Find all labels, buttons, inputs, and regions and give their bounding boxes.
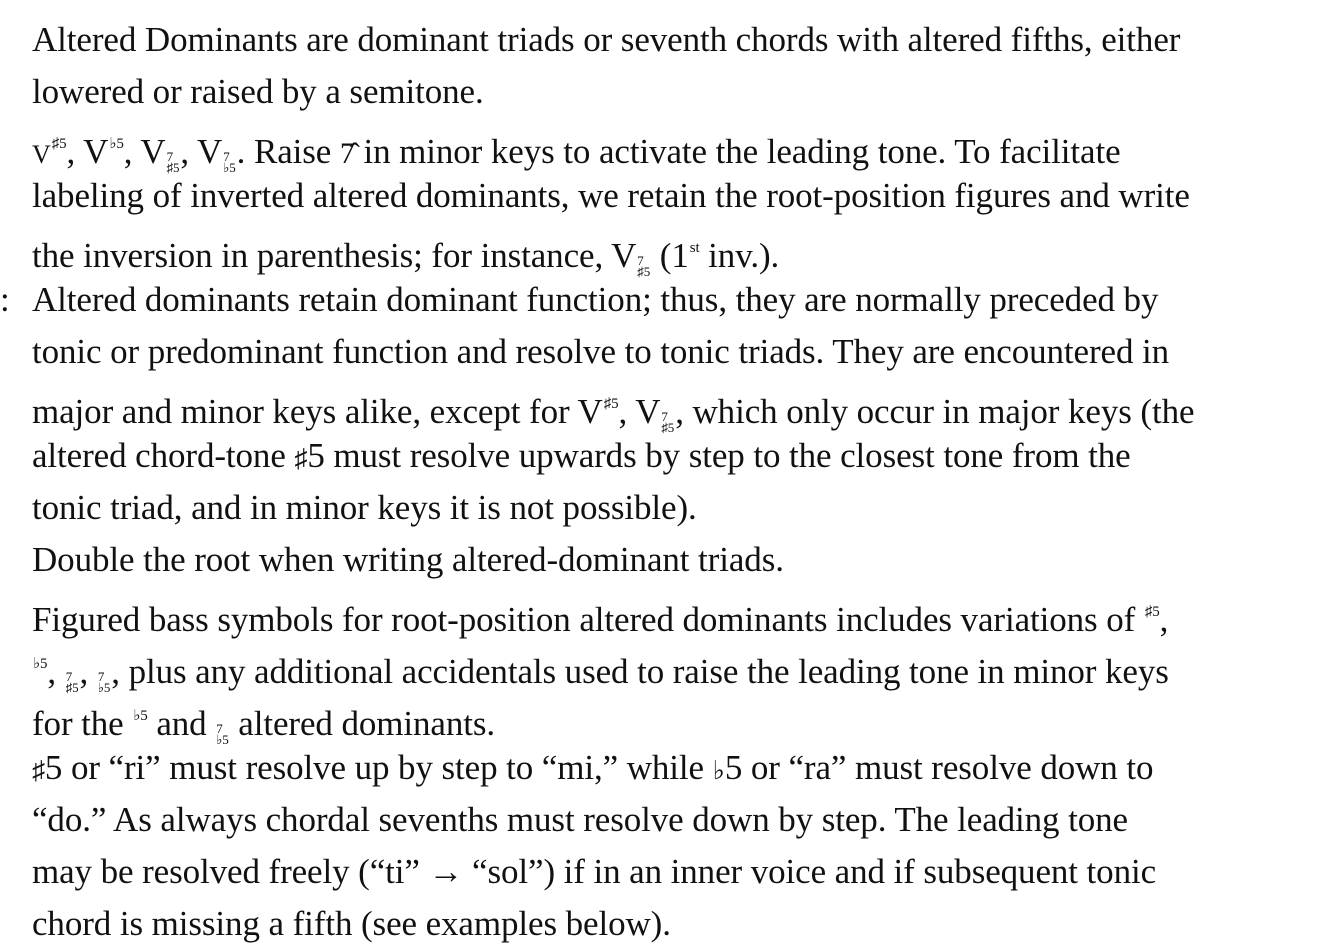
text-run: 5 or “ri” must resolve up by step to “mi,” while [44, 748, 713, 787]
text-run: inv.). [699, 236, 780, 275]
figured-bass-stack: 7 ♭5 [223, 149, 236, 175]
text-run: , V [66, 132, 109, 171]
text-line-inversion [32, 222, 1332, 279]
scale-degree: 7̂ [339, 137, 355, 170]
ordinal-superscript: st [689, 240, 700, 256]
document-body [32, 14, 1332, 950]
figured-bass-stack: 7 ♭5 [97, 669, 111, 695]
flat-sign: ♭ [712, 756, 725, 785]
figure-superscript: ♭5 [109, 136, 124, 152]
text-line: tonic triad, and in minor keys it is not possible). [32, 488, 697, 527]
figure-superscript: ♭5 [33, 656, 48, 672]
figure-superscript: ♯5 [51, 136, 67, 152]
text-line: Altered Dominants are dominant triads or seventh chords with altered fifths, either [32, 20, 1181, 59]
figure-superscript: ♯5 [1144, 604, 1160, 620]
text-run: altered dominants. [229, 704, 496, 743]
text-run: 5 or “ra” must resolve down to [724, 748, 1154, 787]
text-run: the inversion in parenthesis; for instance, V [32, 236, 637, 275]
text-run: . Raise [236, 132, 340, 171]
figure-superscript: ♯5 [603, 396, 619, 412]
figured-bass-stack: 7 ♯5 [661, 409, 675, 435]
text-line [32, 430, 1332, 482]
sharp-sign: ♯ [294, 444, 308, 473]
text-run: and [147, 704, 216, 743]
text-line: “do.” As always chordal sevenths must resolve down by step. The leading tone [32, 800, 1128, 839]
text-run: for the [32, 704, 133, 743]
figured-bass-stack: 7 ♯5 [65, 669, 79, 695]
text-line-chord-symbols [32, 378, 1332, 435]
text-line [32, 742, 1332, 794]
text-line: Double the root when writing altered-dominant triads. [32, 540, 784, 579]
list-marker: : [0, 280, 10, 319]
text-run: in minor keys to activate the leading tone. To facilitate [354, 132, 1121, 171]
text-run: , [79, 652, 97, 691]
text-run: , [1159, 600, 1169, 639]
sharp-sign: ♯ [32, 756, 45, 785]
figured-bass-stack: 7 ♯5 [166, 149, 180, 175]
text-line: Altered dominants retain dominant function; thus, they are normally preceded by [32, 280, 1159, 319]
figured-bass-stack: 7 ♯5 [637, 253, 651, 279]
text-run: 5 must resolve upwards by step to the closest tone from the [307, 436, 1131, 475]
text-line-chord-symbols [32, 118, 1332, 175]
figured-bass-stack: 7 ♭5 [216, 721, 229, 747]
text-run: major and minor keys alike, except for V [32, 392, 603, 431]
text-line-figures [32, 690, 1332, 747]
text-line: labeling of inverted altered dominants, we retain the root-position figures and write [32, 176, 1190, 215]
text-run: Figured bass symbols for root-position altered dominants includes variations of [32, 600, 1144, 639]
text-line: lowered or raised by a semitone. [32, 72, 484, 111]
text-line: may be resolved freely (“ti” → “sol”) if in an inner voice and if subsequent tonic [32, 852, 1157, 891]
text-run: altered chord-tone [32, 436, 295, 475]
text-run: , plus any additional accidentals used to raise the leading tone in minor keys [111, 652, 1169, 691]
text-line [32, 586, 1332, 638]
text-run: (1 [651, 236, 689, 275]
text-run: , V [123, 132, 166, 171]
roman-numeral: V [32, 140, 51, 169]
text-line: tonic or predominant function and resolve to tonic triads. They are encountered in [32, 332, 1170, 371]
text-run: , [47, 652, 65, 691]
text-run: , V [618, 392, 661, 431]
text-line: chord is missing a fifth (see examples below). [32, 904, 671, 943]
text-run: , V [180, 132, 223, 171]
figure-superscript: ♭5 [133, 708, 148, 724]
text-line-figures [32, 638, 1332, 695]
text-run: , which only occur in major keys (the [675, 392, 1195, 431]
